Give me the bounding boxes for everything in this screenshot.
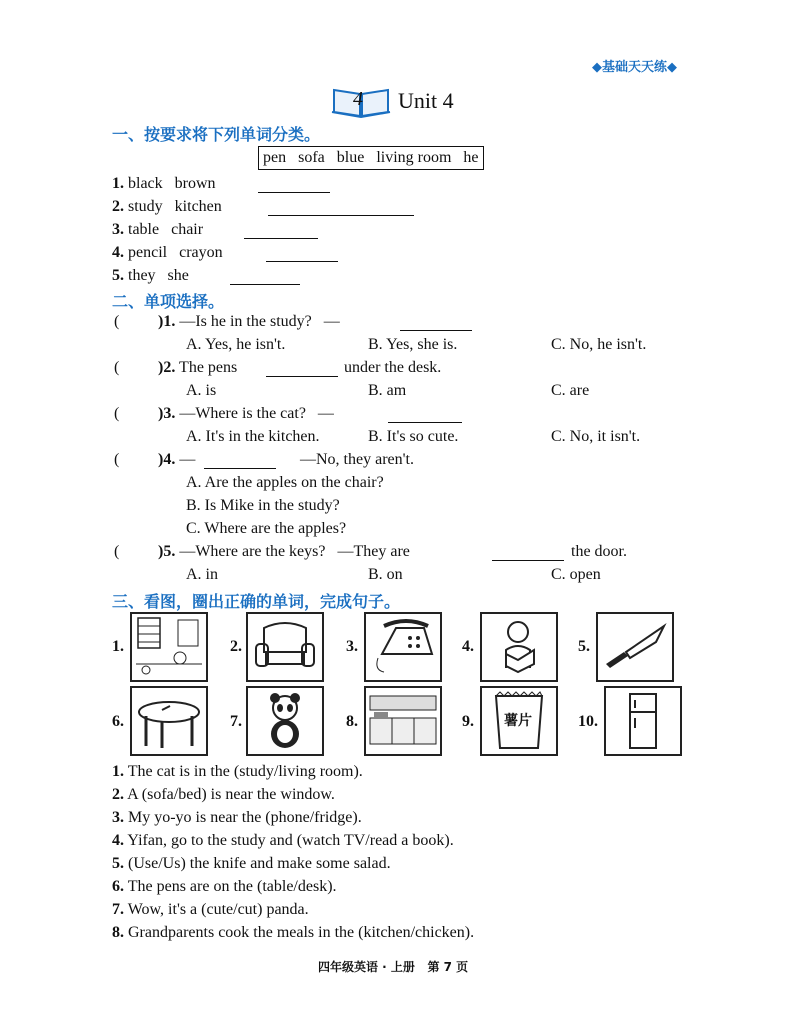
pic-label: 2.	[230, 638, 242, 655]
item-number: 1.	[112, 175, 124, 192]
sentence-number: 4.	[112, 832, 124, 849]
sentence-number: 6.	[112, 878, 124, 895]
item-words: pencil crayon	[128, 244, 223, 261]
sentence-number: 2.	[112, 786, 124, 803]
sentence-text[interactable]: A (sofa/bed) is near the window.	[127, 786, 335, 803]
pic-label: 6.	[112, 713, 124, 730]
answer-line[interactable]	[204, 468, 276, 469]
answer-line[interactable]	[258, 192, 330, 193]
unit-title: Unit 4	[398, 88, 454, 113]
q4-option-c[interactable]: C. Where are the apples?	[186, 520, 347, 537]
s3-sentence-1	[112, 763, 363, 781]
q4-stem	[158, 451, 195, 469]
s3-sentence-2	[112, 786, 335, 804]
knife-picture	[596, 612, 674, 682]
q5-option-b[interactable]: B. on	[368, 566, 403, 583]
reading-boy-picture	[480, 612, 558, 682]
s3-sentence-6	[112, 878, 337, 896]
section1-title: 一、按要求将下列单词分类。	[112, 125, 321, 144]
s1-item-2	[112, 198, 222, 216]
pic-label: 4.	[462, 638, 474, 655]
study-room-picture	[130, 612, 208, 682]
q2-stem-end: under the desk.	[344, 359, 442, 376]
kitchen-picture	[364, 686, 442, 756]
pic-label: 5.	[578, 638, 590, 655]
q3-option-a[interactable]: A. It's in the kitchen.	[186, 428, 320, 445]
q2-paren[interactable]: (	[114, 359, 120, 376]
pic-label: 9.	[462, 713, 474, 730]
s3-sentence-7	[112, 901, 309, 919]
page-footer: 四年级英语 · 上册 第 7 页	[318, 960, 469, 974]
sentence-number: 5.	[112, 855, 124, 872]
item-number: 2.	[112, 198, 124, 215]
q4-stem-end: —No, they aren't.	[300, 451, 414, 468]
word-bank	[258, 146, 484, 170]
answer-line[interactable]	[244, 238, 318, 239]
q2-stem	[158, 359, 237, 377]
sentence-text[interactable]: The cat is in the (study/living room).	[127, 763, 363, 780]
q5-stem-end: the door.	[571, 543, 627, 560]
question-text: —Is he in the study? —	[179, 313, 340, 330]
section2-title: 二、单项选择。	[112, 292, 225, 311]
pic-label: 3.	[346, 638, 358, 655]
fridge-picture	[604, 686, 682, 756]
item-number: 5.	[112, 267, 124, 284]
s1-item-4	[112, 244, 223, 262]
q3-option-b[interactable]: B. It's so cute.	[368, 428, 459, 445]
question-number: )5.	[158, 543, 176, 560]
q5-option-a[interactable]: A. in	[186, 566, 218, 583]
q4-option-b[interactable]: B. Is Mike in the study?	[186, 497, 340, 514]
s3-sentence-4	[112, 832, 454, 850]
answer-line[interactable]	[266, 261, 338, 262]
q5-stem	[158, 543, 410, 561]
q1-stem	[158, 313, 340, 331]
question-text: —	[179, 451, 196, 468]
q4-paren[interactable]: (	[114, 451, 120, 468]
series-label: ◆基础天天练◆	[592, 60, 677, 75]
sentence-text[interactable]: My yo-yo is near the (phone/fridge).	[128, 809, 362, 826]
word-bank-item: he	[463, 149, 479, 166]
unit-number: 4	[353, 88, 363, 110]
question-number: )1.	[158, 313, 176, 330]
pic-label: 1.	[112, 638, 124, 655]
sentence-text[interactable]: (Use/Us) the knife and make some salad.	[128, 855, 391, 872]
s3-sentence-5	[112, 855, 391, 873]
answer-line[interactable]	[268, 215, 414, 216]
answer-line[interactable]	[230, 284, 300, 285]
pic-label: 7.	[230, 713, 242, 730]
question-number: )2.	[158, 359, 176, 376]
q1-paren[interactable]: (	[114, 313, 120, 330]
item-words: table chair	[128, 221, 204, 238]
sentence-text[interactable]: Yifan, go to the study and (watch TV/read a book).	[127, 832, 454, 849]
phone-picture	[364, 612, 442, 682]
item-words: black brown	[128, 175, 216, 192]
q3-paren[interactable]: (	[114, 405, 120, 422]
s1-item-3	[112, 221, 203, 239]
chips-bag-picture	[480, 686, 558, 756]
chips-label: 薯片	[504, 713, 532, 729]
answer-line[interactable]	[266, 376, 338, 377]
sentence-number: 3.	[112, 809, 124, 826]
word-bank-item: living room	[376, 149, 452, 166]
word-bank-item: blue	[336, 149, 365, 166]
q3-stem	[158, 405, 334, 423]
q5-paren[interactable]: (	[114, 543, 120, 560]
q2-option-b[interactable]: B. am	[368, 382, 407, 399]
s1-item-5	[112, 267, 189, 285]
sentence-number: 7.	[112, 901, 124, 918]
answer-line[interactable]	[492, 560, 564, 561]
pic-label: 8.	[346, 713, 358, 730]
s1-item-1	[112, 175, 216, 193]
q3-option-c[interactable]: C. No, it isn't.	[551, 428, 641, 445]
q2-option-a[interactable]: A. is	[186, 382, 217, 399]
word-bank-item: pen	[263, 149, 287, 166]
item-words: study kitchen	[128, 198, 222, 215]
question-number: )4.	[158, 451, 176, 468]
q1-option-b[interactable]: B. Yes, she is.	[368, 336, 458, 353]
q4-option-a[interactable]: A. Are the apples on the chair?	[186, 474, 384, 491]
sentence-text[interactable]: The pens are on the (table/desk).	[127, 878, 337, 895]
answer-line[interactable]	[388, 422, 462, 423]
sentence-number: 1.	[112, 763, 124, 780]
sentence-number: 8.	[112, 924, 124, 941]
q5-option-c[interactable]: C. open	[551, 566, 601, 583]
item-words: they she	[128, 267, 189, 284]
sofa-picture	[246, 612, 324, 682]
q1-option-a[interactable]: A. Yes, he isn't.	[186, 336, 286, 353]
word-bank-item: sofa	[298, 149, 325, 166]
s3-sentence-8	[112, 924, 474, 942]
question-text: The pens	[179, 359, 238, 376]
question-text: —Where is the cat? —	[179, 405, 334, 422]
sentence-text[interactable]: Wow, it's a (cute/cut) panda.	[127, 901, 309, 918]
question-text: —Where are the keys? —They are	[179, 543, 410, 560]
answer-line[interactable]	[400, 330, 472, 331]
q1-option-c[interactable]: C. No, he isn't.	[551, 336, 647, 353]
question-number: )3.	[158, 405, 176, 422]
sentence-text[interactable]: Grandparents cook the meals in the (kitchen/chicken).	[128, 924, 475, 941]
pic-label: 10.	[578, 713, 598, 730]
item-number: 4.	[112, 244, 124, 261]
q2-option-c[interactable]: C. are	[551, 382, 590, 399]
item-number: 3.	[112, 221, 124, 238]
section3-title: 三、看图，圈出正确的单词，完成句子。	[112, 592, 401, 611]
s3-sentence-3	[112, 809, 362, 827]
table-picture	[130, 686, 208, 756]
panda-picture	[246, 686, 324, 756]
